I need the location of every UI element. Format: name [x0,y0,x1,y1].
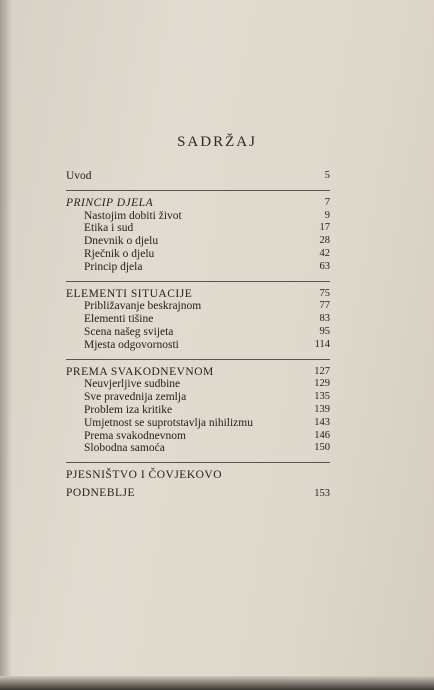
toc-label: Scena našeg svijeta [84,325,174,338]
toc-page-number: 129 [314,378,330,390]
toc-section-title: PRINCIP DJELA [66,196,154,209]
toc-label: Mjesta odgovornosti [84,338,179,351]
toc-label: Uvod [66,170,92,182]
toc-entry [66,430,330,443]
toc-section-title: ELEMENTI SITUACIJE [66,287,193,300]
toc-label: Približavanje beskrajnom [84,300,202,313]
table-of-contents [66,170,330,501]
toc-page-number: 127 [314,365,330,377]
toc-page-number: 139 [314,403,330,415]
toc-label: Umjetnost se suprotstavlja nihilizmu [84,416,253,429]
toc-page-number: 17 [319,222,330,234]
toc-section-heading [66,366,330,379]
toc-entry [66,235,330,248]
toc-page-number: 146 [314,429,330,441]
toc-page-number: 135 [314,391,330,403]
toc-section-title: PJESNIŠTVO I ČOVJEKOVO [66,469,223,482]
toc-entry [66,378,330,391]
toc-page-number: 143 [314,416,330,428]
toc-page-number: 7 [324,196,330,208]
toc-label: Princip djela [84,260,143,273]
toc-page-number: 28 [319,235,330,247]
toc-page-number: 114 [314,338,330,350]
toc-page-number: 75 [319,287,330,299]
toc-label: Rječnik o djelu [84,247,155,260]
toc-page-number: 5 [324,170,330,181]
toc-entry [66,442,330,455]
divider [66,359,330,360]
toc-entry [66,222,330,235]
toc-page-number: 153 [314,487,330,499]
divider [66,462,330,463]
toc-section-heading-continued [66,486,330,501]
toc-section-heading [66,197,330,210]
toc-page-number: 83 [319,313,330,325]
divider [66,281,330,282]
toc-label: Dnevnik o djelu [84,235,159,248]
toc-page-number: 150 [314,442,330,454]
divider [66,190,330,191]
toc-entry-intro [66,170,330,183]
toc-label: Neuvjerljive sudbine [84,378,181,391]
toc-label: Etika i sud [84,222,134,235]
page-title: SADRŽAJ [177,134,257,150]
toc-section-heading [66,288,330,301]
toc-label: Nastojim dobiti život [84,209,182,222]
toc-label: Prema svakodnevnom [84,429,186,442]
toc-entry [66,248,330,261]
toc-entry [66,210,330,223]
page-bottom-edge [0,676,434,690]
toc-entry [66,391,330,404]
toc-page-number: 95 [319,325,330,337]
toc-section-heading [66,469,330,482]
toc-entry [66,313,330,326]
spine-shadow [0,0,12,690]
toc-entry [66,339,330,352]
toc-entry [66,404,330,417]
toc-page-number: 77 [319,300,330,312]
toc-entry [66,261,330,274]
toc-page-number: 9 [324,209,330,221]
toc-label: Slobodna samoća [84,442,165,455]
toc-page-number: 63 [319,260,330,272]
toc-label: Sve pravednija zemlja [84,391,187,404]
toc-entry [66,417,330,430]
toc-section-title: PREMA SVAKODNEVNOM [66,365,214,378]
toc-section-title: PODNEBLJE [66,486,136,499]
toc-label: Problem iza kritike [84,403,173,416]
toc-entry [66,300,330,313]
toc-page-number: 42 [319,247,330,259]
toc-entry [66,326,330,339]
toc-label: Elementi tišine [84,313,154,326]
